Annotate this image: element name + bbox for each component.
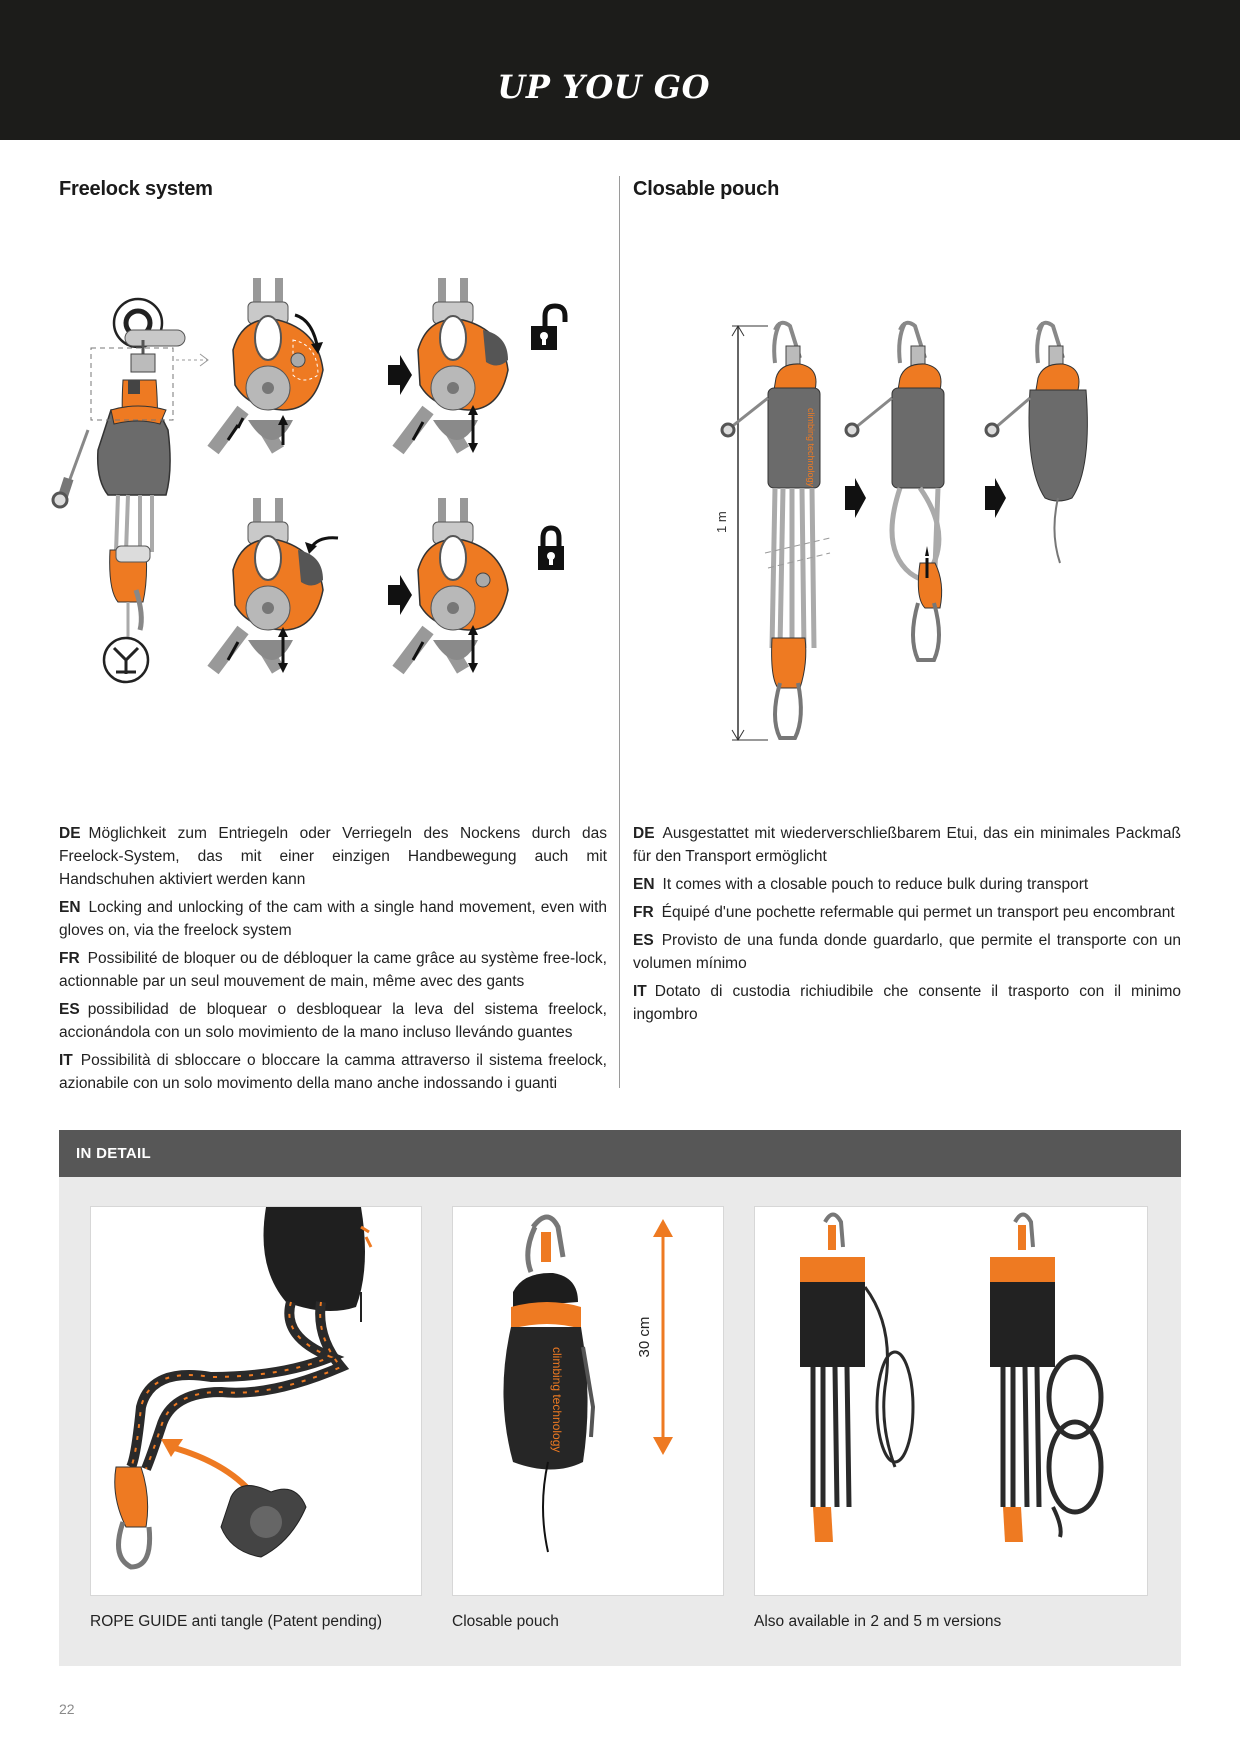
pouch-text-es: ES Provisto de una funda donde guardarlo, que permite el transporte con un volumen mínimo xyxy=(633,932,1181,972)
freelock-text-de: DE Möglichkeit zum Entriegeln oder Verriegeln des Nockens durch das Freelock-System, das mit einer einzigen Handbewegung auch mit Handschuhen aktiviert werden kann xyxy=(59,825,607,888)
brand-label: climbing technology xyxy=(806,408,816,488)
pouch-text-it: IT Dotato di custodia richiudibile che consente il trasporto con il minimo ingombro xyxy=(633,983,1181,1023)
caption-closable-pouch: Closable pouch xyxy=(452,1613,559,1630)
freelock-text-fr: FR Possibilité de bloquer ou de débloquer la came grâce au système free-lock, actionnable par un seul mouvement de main, même avec des gants xyxy=(59,950,607,990)
freelock-text-es: ES possibilidad de bloquear o desbloquear la leva del sistema freelock, accionándola con un solo movimiento de la mano incluso llevándo guantes xyxy=(59,1001,607,1041)
freelock-illustration xyxy=(48,290,608,760)
pouch-description xyxy=(633,822,1181,1031)
length-label: 1 m xyxy=(714,511,729,533)
lock-sequence xyxy=(213,498,564,673)
freelock-text-it: IT Possibilità di sbloccare o bloccare la camma attraverso il sistema freelock, azionabile con un solo movimento della mano anche indossando i guanti xyxy=(59,1052,607,1092)
locked-padlock-icon xyxy=(538,528,564,570)
pouch-title: Closable pouch xyxy=(633,178,780,200)
dimension-label: 30 cm xyxy=(636,1316,653,1358)
caption-rope-guide: ROPE GUIDE anti tangle (Patent pending) xyxy=(90,1613,383,1630)
pouch-illustration xyxy=(714,318,1130,748)
pouch-text-de: DE Ausgestattet mit wiederverschließbarem Etui, das ein minimales Packmaß für den Transport ermöglicht xyxy=(633,825,1181,865)
column-divider xyxy=(619,176,620,1088)
page-number: 22 xyxy=(59,1701,75,1717)
pouch-text-en: EN It comes with a closable pouch to reduce bulk during transport xyxy=(633,876,1089,893)
page-title: UP YOU GO xyxy=(497,68,710,106)
unlocked-padlock-icon xyxy=(531,306,565,350)
photo-versions xyxy=(754,1206,1148,1596)
in-detail-title: IN DETAIL xyxy=(76,1145,151,1162)
caption-versions: Also available in 2 and 5 m versions xyxy=(754,1613,1002,1630)
unlock-sequence xyxy=(213,278,565,453)
overview-device xyxy=(53,299,208,682)
in-detail-header xyxy=(59,1130,1181,1177)
dimension-indicator xyxy=(636,1219,673,1455)
versions-image xyxy=(755,1207,1147,1595)
freelock-text-en: EN Locking and unlocking of the cam with a single hand movement, even with gloves on, via the freelock system xyxy=(59,899,607,939)
photo-closable-pouch xyxy=(452,1206,724,1596)
closable-pouch-image xyxy=(453,1207,723,1595)
length-indicator xyxy=(714,326,768,740)
photo-rope-guide xyxy=(90,1206,422,1596)
brand-label: climbing technology xyxy=(550,1347,564,1453)
freelock-title: Freelock system xyxy=(59,178,213,200)
rope-guide-image xyxy=(91,1207,421,1595)
freelock-description xyxy=(59,822,607,1100)
pouch-text-fr: FR Équipé d'une pochette refermable qui permet un transport peu encombrant xyxy=(633,904,1175,921)
